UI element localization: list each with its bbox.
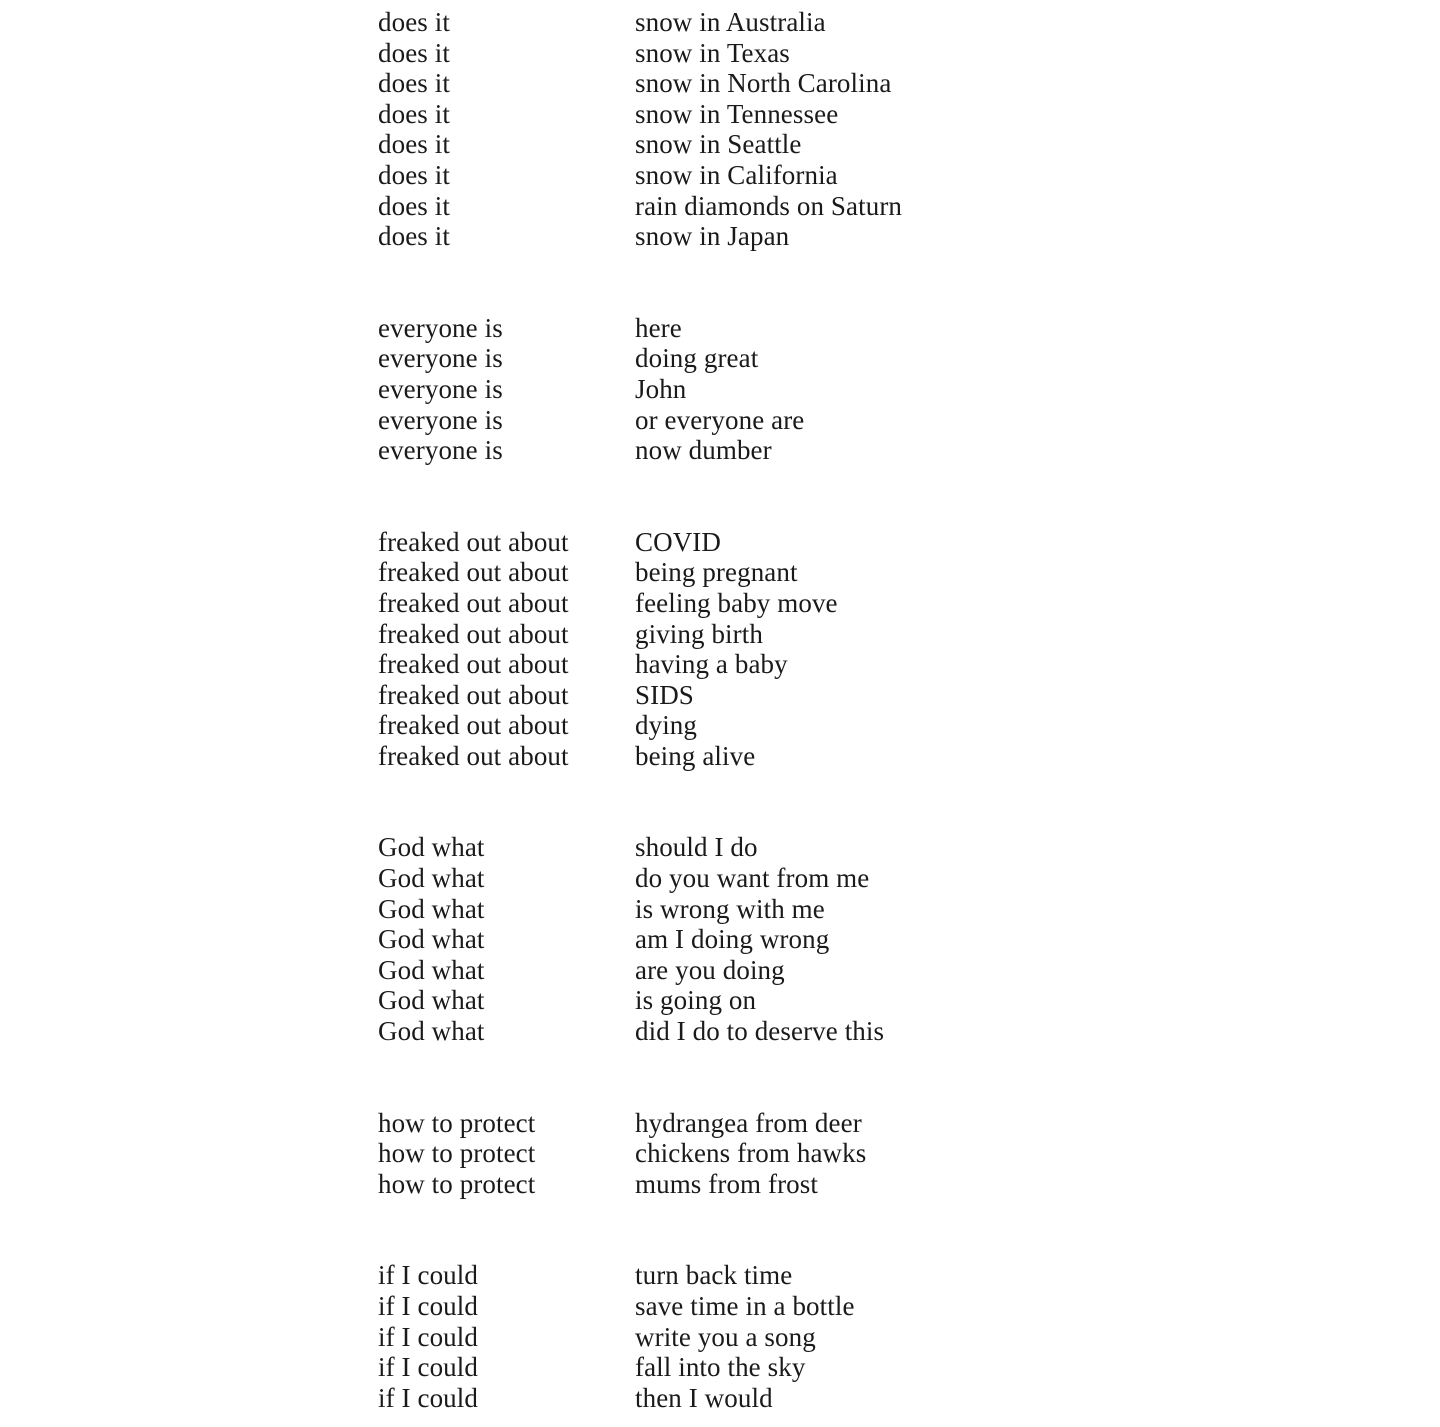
poem-line	[378, 99, 1440, 130]
poem-line	[378, 619, 1440, 650]
poem-line	[378, 1138, 1440, 1169]
query-prefix: freaked out about	[378, 649, 569, 680]
query-completion: or everyone are	[635, 404, 805, 435]
query-completion: snow in Tennessee	[635, 98, 839, 129]
query-prefix: does it	[378, 159, 450, 190]
query-completion: snow in Seattle	[635, 129, 802, 160]
poem-line	[378, 1352, 1440, 1383]
query-prefix: if I could	[378, 1260, 478, 1291]
poem-line	[378, 160, 1440, 191]
query-completion: John	[635, 373, 687, 404]
poem-line	[378, 955, 1440, 986]
poem-line	[378, 313, 1440, 344]
poem-line	[378, 588, 1440, 619]
query-prefix: everyone is	[378, 312, 503, 343]
query-prefix: if I could	[378, 1352, 478, 1383]
poem-line	[378, 924, 1440, 955]
query-prefix: God what	[378, 832, 485, 863]
query-completion: is wrong with me	[635, 893, 825, 924]
poem-line	[378, 343, 1440, 374]
query-completion: snow in North Carolina	[635, 68, 892, 99]
query-prefix: if I could	[378, 1382, 478, 1413]
query-prefix: God what	[378, 1016, 485, 1047]
query-prefix: freaked out about	[378, 740, 569, 771]
poem-line	[378, 1260, 1440, 1291]
poem-line	[378, 435, 1440, 466]
poem-line	[378, 1291, 1440, 1322]
query-prefix: does it	[378, 190, 450, 221]
query-completion: then I would	[635, 1382, 773, 1413]
query-completion: mums from frost	[635, 1168, 818, 1199]
query-prefix: freaked out about	[378, 618, 569, 649]
poem-line	[378, 1016, 1440, 1047]
query-prefix: does it	[378, 98, 450, 129]
poem-line	[378, 405, 1440, 436]
poem-line	[378, 863, 1440, 894]
stanza	[378, 313, 1440, 466]
query-completion: SIDS	[635, 679, 694, 710]
query-prefix: does it	[378, 221, 450, 252]
query-completion: here	[635, 312, 682, 343]
poem-line	[378, 894, 1440, 925]
stanza	[378, 1260, 1440, 1413]
query-prefix: freaked out about	[378, 710, 569, 741]
query-prefix: does it	[378, 129, 450, 160]
query-completion: should I do	[635, 832, 758, 863]
query-completion: snow in Texas	[635, 37, 790, 68]
query-prefix: freaked out about	[378, 526, 569, 557]
poem-line	[378, 129, 1440, 160]
poem-line	[378, 649, 1440, 680]
poem-line	[378, 7, 1440, 38]
poem-line	[378, 221, 1440, 252]
query-completion: do you want from me	[635, 863, 870, 894]
query-completion: write you a song	[635, 1321, 816, 1352]
poem-line	[378, 374, 1440, 405]
poem-line	[378, 1108, 1440, 1139]
query-completion: turn back time	[635, 1260, 793, 1291]
poem-line	[378, 38, 1440, 69]
query-completion: are you doing	[635, 954, 785, 985]
query-completion: being alive	[635, 740, 756, 771]
poem-line	[378, 191, 1440, 222]
poem-line	[378, 1322, 1440, 1353]
query-completion: am I doing wrong	[635, 924, 830, 955]
query-completion: hydrangea from deer	[635, 1107, 862, 1138]
query-completion: having a baby	[635, 649, 788, 680]
poem-line	[378, 1169, 1440, 1200]
query-prefix: God what	[378, 924, 485, 955]
query-completion: is going on	[635, 985, 757, 1016]
query-completion: snow in Australia	[635, 7, 826, 37]
query-prefix: everyone is	[378, 343, 503, 374]
query-completion: rain diamonds on Saturn	[635, 190, 903, 221]
poem-line	[378, 1383, 1440, 1414]
query-prefix: does it	[378, 68, 450, 99]
query-completion: snow in California	[635, 159, 838, 190]
query-completion: doing great	[635, 343, 759, 374]
poem-line	[378, 832, 1440, 863]
query-prefix: everyone is	[378, 404, 503, 435]
stanza	[378, 7, 1440, 252]
query-completion: giving birth	[635, 618, 763, 649]
poem-line	[378, 710, 1440, 741]
query-prefix: God what	[378, 863, 485, 894]
query-completion: now dumber	[635, 435, 772, 466]
query-prefix: if I could	[378, 1321, 478, 1352]
query-prefix: God what	[378, 954, 485, 985]
query-prefix: does it	[378, 37, 450, 68]
query-prefix: freaked out about	[378, 679, 569, 710]
query-completion: dying	[635, 710, 698, 741]
poem-line	[378, 985, 1440, 1016]
query-prefix: does it	[378, 7, 450, 37]
poem-line	[378, 68, 1440, 99]
query-prefix: if I could	[378, 1291, 478, 1321]
stanza	[378, 832, 1440, 1046]
query-completion: fall into the sky	[635, 1352, 806, 1383]
query-completion: COVID	[635, 526, 721, 557]
query-completion: feeling baby move	[635, 587, 838, 618]
query-prefix: how to protect	[378, 1107, 536, 1138]
poem-line	[378, 527, 1440, 558]
query-completion: save time in a bottle	[635, 1291, 855, 1321]
query-completion: chickens from hawks	[635, 1138, 867, 1169]
poem-line	[378, 741, 1440, 772]
stanza	[378, 1108, 1440, 1200]
query-prefix: how to protect	[378, 1168, 536, 1199]
query-prefix: everyone is	[378, 435, 503, 466]
poem-line	[378, 680, 1440, 711]
query-prefix: freaked out about	[378, 587, 569, 618]
query-completion: snow in Japan	[635, 221, 790, 252]
poem-line	[378, 557, 1440, 588]
query-prefix: freaked out about	[378, 557, 569, 588]
stanza	[378, 527, 1440, 772]
query-prefix: God what	[378, 985, 485, 1016]
query-completion: being pregnant	[635, 557, 798, 588]
query-prefix: everyone is	[378, 373, 503, 404]
query-prefix: how to protect	[378, 1138, 536, 1169]
query-prefix: God what	[378, 893, 485, 924]
query-completion: did I do to deserve this	[635, 1016, 885, 1047]
